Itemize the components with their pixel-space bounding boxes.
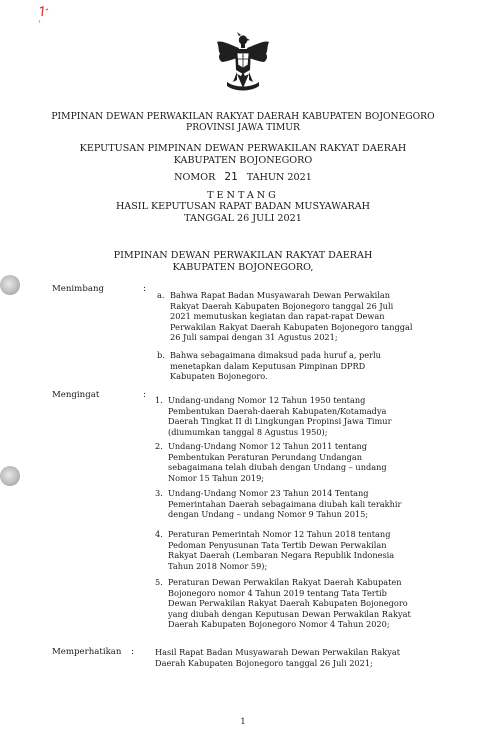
item-line: Pemerintahan Daerah sebagaimana diubah kali terakhir: [168, 498, 402, 509]
memperhatikan-colon: :: [131, 647, 135, 657]
tahun-label: TAHUN 2021: [246, 172, 312, 183]
menimbang-label: Menimbang: [52, 284, 104, 294]
item-line: 2021 memutuskan kegiatan dan rapat-rapat Dewan: [170, 311, 385, 322]
decree-title: [0, 143, 486, 167]
item-marker: 4.: [155, 529, 163, 539]
item-line: Dewan Perwakilan Rakyat Daerah Kabupaten Bojonegoro: [168, 598, 408, 609]
item-line: Peraturan Dewan Perwakilan Rakyat Daerah Kabupaten: [168, 577, 402, 587]
issuer-line-1: PIMPINAN DEWAN PERWAKILAN RAKYAT DAERAH: [113, 250, 373, 261]
page-number: 1: [240, 717, 246, 727]
item-marker: 3.: [155, 488, 163, 498]
item-line: Daerah Kabupaten Bojonegoro tanggal 26 Juli 2021;: [155, 657, 373, 668]
institution-line-1: PIMPINAN DEWAN PERWAKILAN RAKYAT DAERAH KABUPATEN BOJONEGORO: [51, 111, 435, 122]
item-line: Kabupaten Bojonegoro.: [170, 371, 268, 382]
subject-line-2: TANGGAL 26 JULI 2021: [184, 213, 302, 224]
institution-header: [0, 111, 486, 133]
garuda-pancasila-emblem-icon: [215, 32, 271, 96]
handwritten-red-mark-icon: [36, 4, 54, 26]
memperhatikan-label: Memperhatikan: [52, 647, 122, 657]
item-line: Nomor 15 Tahun 2019;: [168, 472, 265, 483]
item-marker: 5.: [155, 577, 163, 587]
item-line: dengan Undang – undang Nomor 9 Tahun 2015;: [168, 509, 369, 520]
binder-hole-bottom: [0, 466, 20, 486]
nomor-label: NOMOR: [174, 172, 216, 183]
item-marker: 2.: [155, 441, 163, 451]
issuer: [0, 250, 486, 274]
mengingat-label: Mengingat: [52, 390, 100, 400]
item-line: yang diubah dengan Keputusan Dewan Perwakilan Rakyat: [168, 608, 411, 619]
item-line: Hasil Rapat Badan Musyawarah Dewan Perwakilan Rakyat: [155, 647, 401, 657]
item-line: Perwakilan Rakyat Daerah Kabupaten Bojonegoro tanggal: [170, 321, 413, 332]
item-line: Bahwa Rapat Badan Musyawarah Dewan Perwakilan: [170, 290, 391, 300]
menimbang-colon: :: [143, 284, 147, 294]
item-marker: 1.: [155, 395, 163, 405]
item-line: menetapkan dalam Keputusan Pimpinan DPRD: [170, 360, 366, 371]
item-line: Daerah Kabupaten Bojonegoro Nomor 4 Tahun 2020;: [168, 619, 390, 630]
item-line: sebagaimana telah diubah dengan Undang – undang: [168, 462, 387, 473]
institution-line-2: PROVINSI JAWA TIMUR: [186, 122, 300, 133]
item-line: Pembentukan Daerah-daerah Kabupaten/Kotamadya: [168, 405, 387, 416]
item-line: Peraturan Pemerintah Nomor 12 Tahun 2018 tentang: [168, 529, 391, 539]
binder-hole-top: [0, 275, 20, 295]
item-line: Tahun 2018 Nomor 59);: [168, 560, 268, 571]
issuer-line-2: KABUPATEN BOJONEGORO,: [172, 262, 314, 273]
item-line: Undang-Undang Nomor 23 Tahun 2014 Tentang: [168, 488, 369, 498]
item-line: 26 Juli sampai dengan 31 Agustus 2021;: [170, 332, 338, 343]
decree-subject: [0, 201, 486, 225]
tentang-heading: TENTANG: [207, 190, 279, 201]
item-line: (diumumkan tanggal 8 Agustus 1950);: [168, 426, 328, 437]
decree-title-line-2: KABUPATEN BOJONEGORO: [173, 155, 313, 166]
item-line: Undang-undang Nomor 12 Tahun 1950 tentang: [168, 395, 366, 405]
subject-line-1: HASIL KEPUTUSAN RAPAT BADAN MUSYAWARAH: [115, 201, 371, 212]
item-line: Undang-Undang Nomor 12 Tahun 2011 tentang: [168, 441, 367, 451]
item-line: Bojonegoro nomor 4 Tahun 2019 tentang Tata Tertib: [168, 587, 387, 598]
item-marker: b.: [157, 350, 165, 360]
mengingat-colon: :: [143, 390, 147, 400]
item-line: Daerah Tingkat II di Lingkungan Propinsi Jawa Timur: [168, 416, 392, 427]
item-line: Pembentukan Peraturan Perundang Undangan: [168, 451, 363, 462]
item-line: Rakyat Daerah Kabupaten Bojonegoro tanggal 26 Juli: [170, 300, 394, 311]
decree-title-line-1: KEPUTUSAN PIMPINAN DEWAN PERWAKILAN RAKYAT DAERAH: [79, 143, 407, 154]
item-line: Rakyat Daerah (Lembaran Negara Republik Indonesia: [168, 550, 395, 561]
nomor-value: 21: [224, 170, 238, 183]
item-marker: a.: [157, 290, 165, 300]
item-line: Bahwa sebagaimana dimaksud pada huruf a, perlu: [170, 350, 381, 360]
item-line: Pedoman Penyusunan Tata Tertib Dewan Perwakilan: [168, 539, 387, 550]
decree-number: [0, 171, 486, 183]
